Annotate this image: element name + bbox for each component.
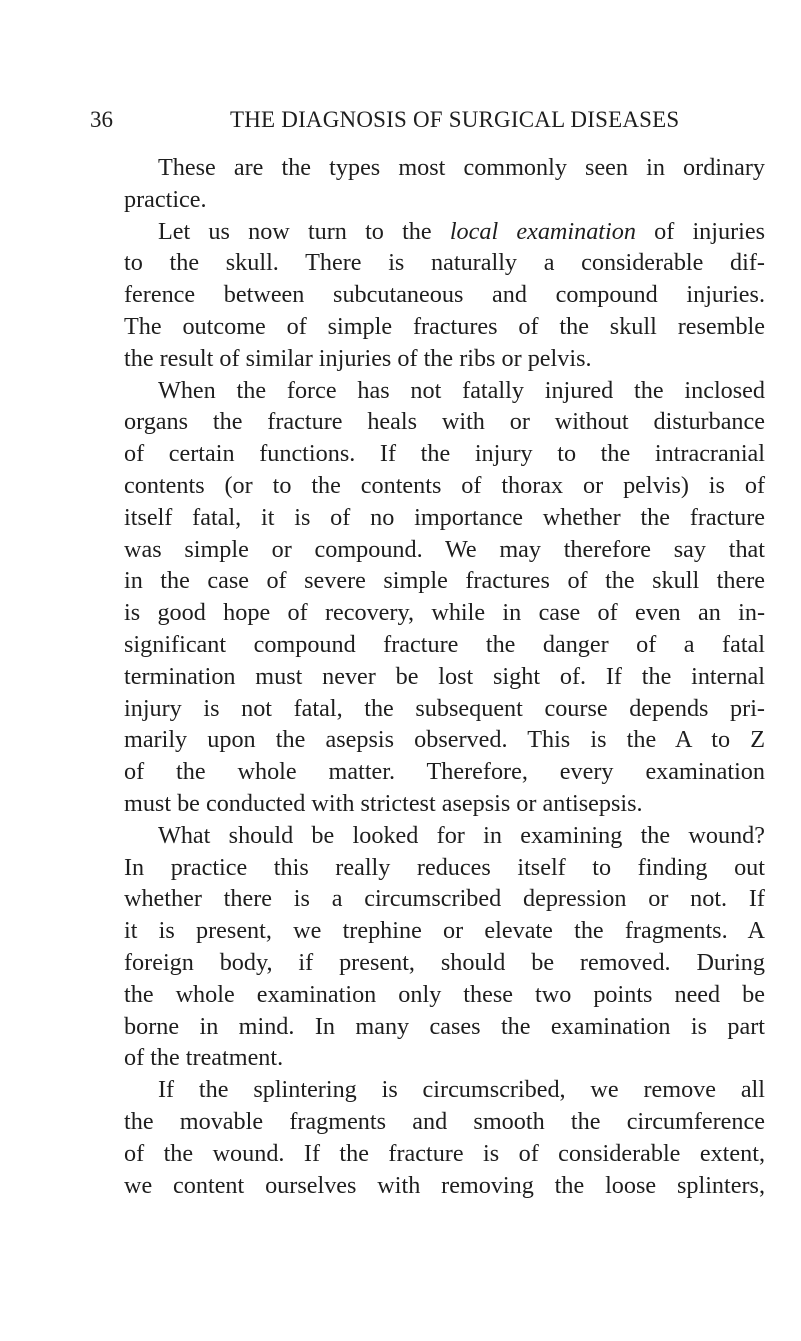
text-line: to the skull. There is naturally a considerable dif- (124, 249, 765, 277)
text-line: significant compound fracture the danger of a fatal (124, 630, 765, 658)
text-line: we content ourselves with removing the loose splinters, (124, 1171, 765, 1199)
text-segment: of injuries (635, 217, 766, 245)
text-line: in the case of severe simple fractures of the skull there (124, 567, 765, 595)
text-line: of certain functions. If the injury to the intracranial (124, 440, 765, 468)
text-line: In practice this really reduces itself to finding out (124, 853, 765, 881)
text-line: the whole examination only these two points need be (124, 980, 765, 1008)
text-line: of the wound. If the fracture is of considerable extent, (124, 1139, 765, 1167)
page-number: 36 (90, 107, 113, 132)
text-line: of the treatment. (124, 1044, 284, 1072)
text-line: itself fatal, it is of no importance whether the fracture (124, 503, 765, 531)
text-line: the movable fragments and smooth the circumference (124, 1107, 765, 1135)
text-line: What should be looked for in examining the wound? (158, 821, 765, 849)
running-title: THE DIAGNOSIS OF SURGICAL DISEASES (230, 107, 680, 132)
text-line: foreign body, if present, should be removed. During (124, 948, 765, 976)
text-line: contents (or to the contents of thorax or pelvis) is of (124, 471, 765, 499)
text-line: the result of similar injuries of the ribs or pelvis. (124, 344, 592, 372)
text-line: was simple or compound. We may therefore say that (124, 535, 765, 563)
text-line: borne in mind. In many cases the examination is part (124, 1012, 765, 1040)
text-line: is good hope of recovery, while in case of even an in- (124, 599, 765, 627)
text-line: must be conducted with strictest asepsis or antisepsis. (124, 789, 643, 817)
running-head (90, 104, 750, 136)
text-line: The outcome of simple fractures of the skull resemble (124, 312, 765, 340)
text-line (124, 216, 765, 248)
text-line: it is present, we trephine or elevate the fragments. A (124, 917, 765, 945)
text-line: ference between subcutaneous and compound injuries. (124, 281, 765, 309)
body-text (124, 152, 765, 1201)
text-line: termination must never be lost sight of. If the internal (124, 662, 765, 690)
text-line: These are the types most commonly seen in ordinary (158, 154, 765, 181)
text-line: marily upon the asepsis observed. This is the A to Z (124, 726, 765, 754)
text-line: practice. (124, 185, 207, 213)
text-line: If the splintering is circumscribed, we remove all (158, 1076, 765, 1104)
emphasis-text: local examination (449, 217, 636, 245)
text-line: of the whole matter. Therefore, every examination (124, 758, 765, 786)
text-line: injury is not fatal, the subsequent course depends pri- (124, 694, 765, 722)
text-segment: Let us now turn to the (158, 217, 450, 245)
text-line: organs the fracture heals with or without disturbance (124, 408, 765, 436)
text-line: When the force has not fatally injured the inclosed (158, 376, 765, 404)
text-line: whether there is a circumscribed depression or not. If (124, 885, 765, 913)
